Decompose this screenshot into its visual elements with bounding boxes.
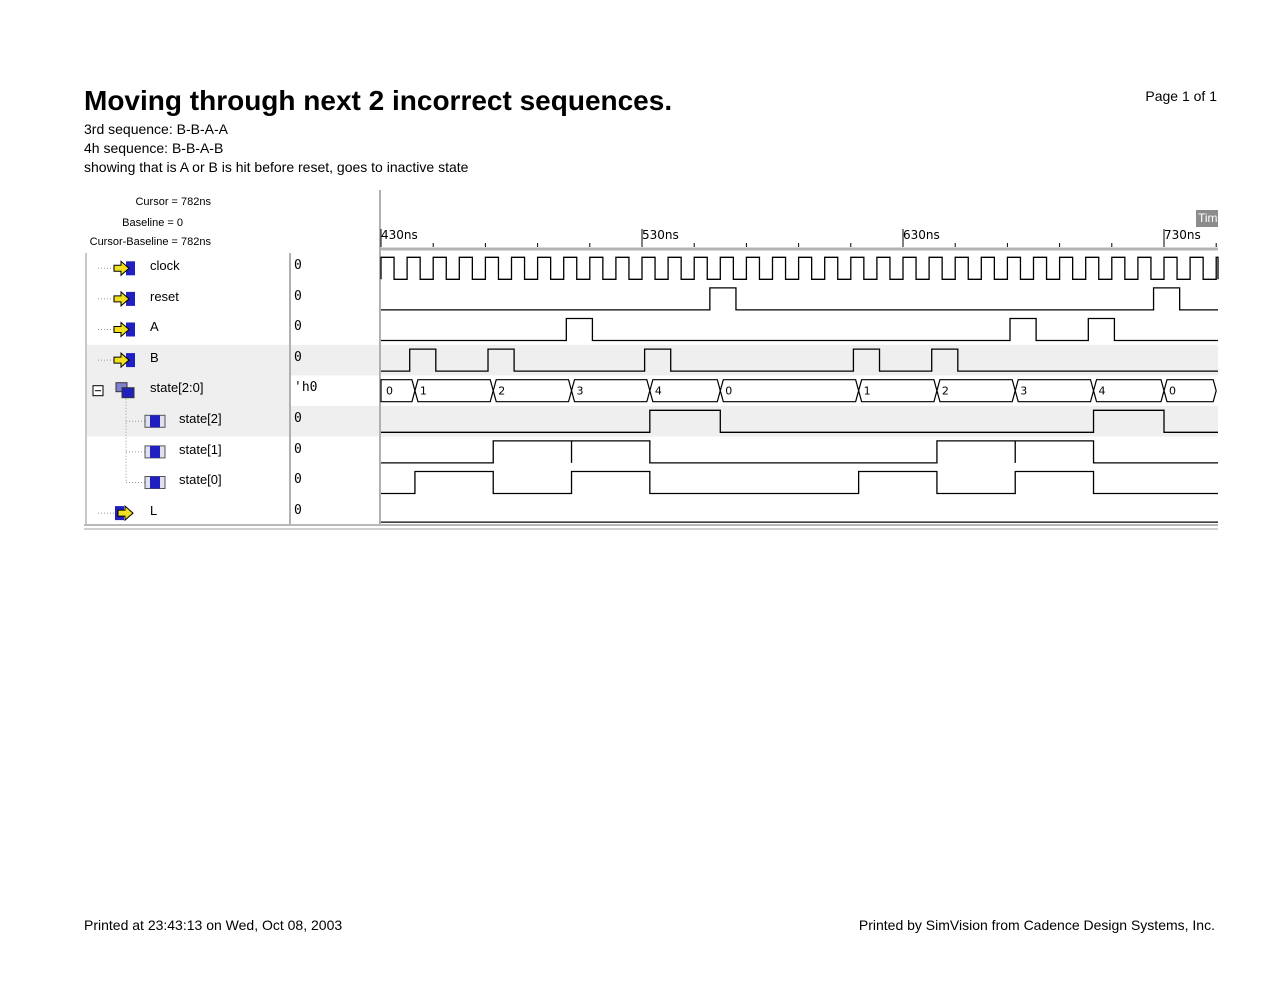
description-line-1: 3rd sequence: B-B-A-A bbox=[84, 121, 228, 137]
register-icon-core bbox=[150, 446, 160, 458]
baseline-readout: Baseline = 0 bbox=[122, 217, 183, 229]
state-0-waveform bbox=[381, 472, 1218, 494]
state-1-waveform bbox=[381, 441, 1218, 463]
signal-value-state-2: 0 bbox=[294, 411, 302, 426]
register-icon-core bbox=[150, 477, 160, 489]
signal-name-state-bus[interactable]: state[2:0] bbox=[150, 380, 204, 395]
signal-value-state-1: 0 bbox=[294, 442, 302, 457]
tick-label-430ns: 430ns bbox=[381, 228, 418, 242]
input-arrow-icon bbox=[114, 323, 135, 337]
a-waveform bbox=[381, 319, 1218, 341]
signal-name-clock[interactable]: clock bbox=[150, 258, 180, 273]
description-line-3: showing that is A or B is hit before reset, goes to inactive state bbox=[84, 159, 469, 175]
tick-label-630ns: 630ns bbox=[903, 228, 940, 242]
tick-label-730ns: 730ns bbox=[1164, 228, 1201, 242]
signal-name-a[interactable]: A bbox=[150, 319, 159, 334]
register-icon bbox=[145, 477, 165, 489]
footer-printed-at: Printed at 23:43:13 on Wed, Oct 08, 2003 bbox=[84, 917, 343, 933]
page-title: Moving through next 2 incorrect sequences. bbox=[84, 85, 673, 116]
clock-waveform bbox=[381, 257, 1218, 279]
state-bus-value-label: 2 bbox=[941, 384, 949, 398]
state-bus-segment bbox=[720, 380, 858, 402]
state-bus-value-label: 4 bbox=[1098, 384, 1106, 398]
description-line-2: 4h sequence: B-B-A-B bbox=[84, 140, 224, 156]
output-arrow-icon bbox=[115, 506, 133, 520]
signal-value-l: 0 bbox=[294, 503, 302, 518]
state-bus-value-label: 2 bbox=[498, 384, 506, 398]
reset-waveform bbox=[381, 288, 1218, 310]
state-bus-value-label: 3 bbox=[1020, 384, 1028, 398]
cursor-readout: Cursor = 782ns bbox=[135, 196, 211, 208]
signal-name-b[interactable]: B bbox=[150, 350, 159, 365]
signal-value-b: 0 bbox=[294, 350, 302, 365]
state-bus-value-label: 1 bbox=[863, 384, 871, 398]
state-bus-value-label: 0 bbox=[386, 384, 393, 398]
register-icon bbox=[145, 415, 165, 427]
state-bus-value-label: 4 bbox=[654, 384, 662, 398]
tick-label-530ns: 530ns bbox=[642, 228, 679, 242]
signal-name-state-2[interactable]: state[2] bbox=[179, 411, 222, 426]
state-bus-value-label: 1 bbox=[419, 384, 427, 398]
signal-value-state-0: 0 bbox=[294, 472, 302, 487]
signal-name-state-1[interactable]: state[1] bbox=[179, 442, 222, 457]
signal-value-reset: 0 bbox=[294, 289, 302, 304]
state-bus-value-label: 0 bbox=[1169, 384, 1176, 398]
signal-value-state-bus: 'h0 bbox=[294, 380, 318, 395]
waveforms bbox=[381, 257, 1218, 522]
signal-name-state-0[interactable]: state[0] bbox=[179, 472, 222, 487]
state-bus-value-label: 3 bbox=[576, 384, 584, 398]
footer-printed-by: Printed by SimVision from Cadence Design Systems, Inc. bbox=[858, 917, 1215, 933]
signal-value-clock: 0 bbox=[294, 258, 302, 273]
signal-name-l[interactable]: L bbox=[150, 503, 158, 518]
bus-group-icon-front bbox=[122, 388, 134, 398]
page-number: Page 1 of 1 bbox=[1145, 88, 1217, 104]
state-bus-value-label: 0 bbox=[725, 384, 733, 398]
signal-value-a: 0 bbox=[294, 319, 302, 334]
cursor-baseline-readout: Cursor-Baseline = 782ns bbox=[89, 236, 211, 248]
input-arrow-icon bbox=[114, 261, 135, 275]
register-icon bbox=[145, 446, 165, 458]
register-icon-core bbox=[150, 415, 160, 427]
signal-name-reset[interactable]: reset bbox=[150, 289, 179, 304]
ruler-ticks bbox=[381, 229, 1216, 247]
time-axis-button[interactable]: Tim bbox=[1198, 211, 1218, 225]
input-arrow-icon bbox=[114, 292, 135, 306]
